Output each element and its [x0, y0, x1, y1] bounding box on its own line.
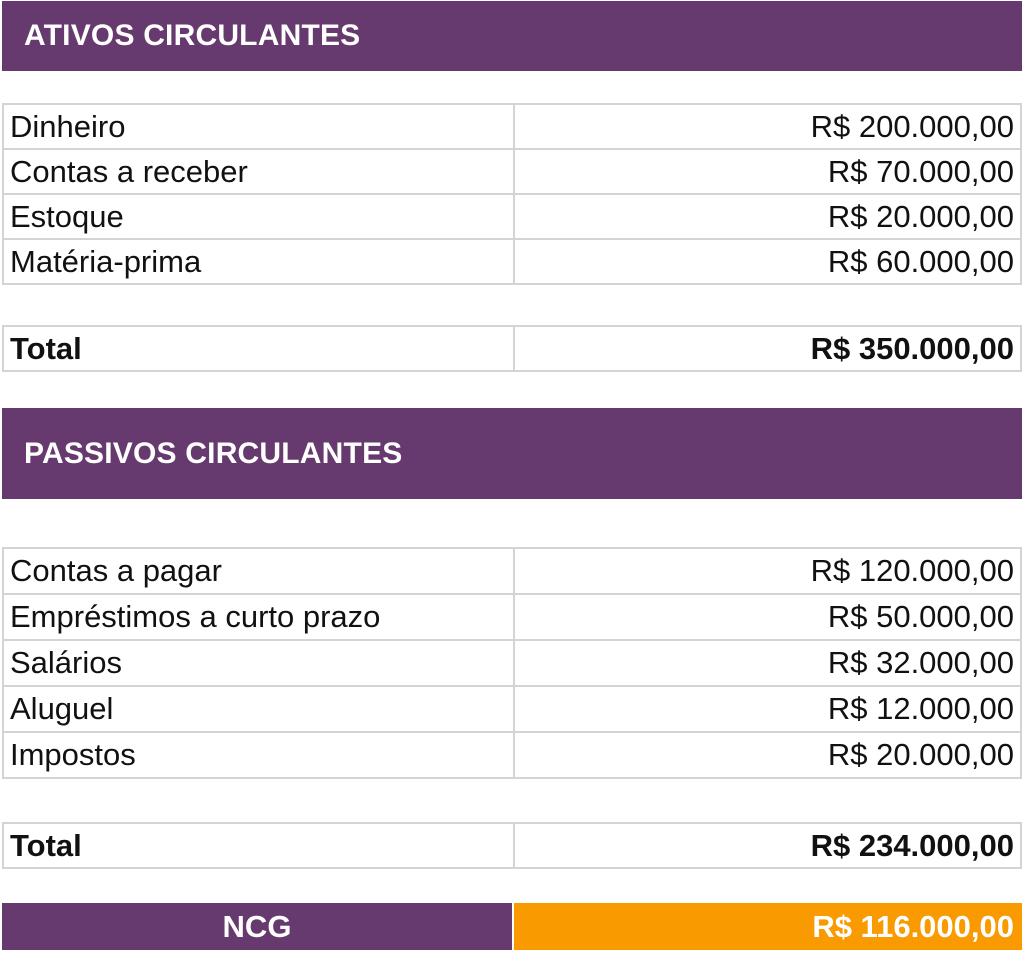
total-value: R$ 350.000,00: [514, 326, 1021, 371]
row-label: Contas a receber: [3, 149, 514, 194]
passivos-circulantes-header: [2, 408, 1022, 499]
row-value: R$ 20.000,00: [514, 194, 1021, 239]
ncg-row: [2, 903, 1022, 950]
row-value: R$ 120.000,00: [514, 548, 1021, 594]
row-label: Contas a pagar: [3, 548, 514, 594]
table-row: [3, 149, 1021, 194]
row-value: R$ 70.000,00: [514, 149, 1021, 194]
ativos-circulantes-header: [2, 1, 1022, 71]
row-label: Dinheiro: [3, 104, 514, 149]
total-row: [3, 823, 1021, 868]
row-label: Estoque: [3, 194, 514, 239]
row-value: R$ 60.000,00: [514, 239, 1021, 284]
row-label: Aluguel: [3, 686, 514, 732]
ncg-value: R$ 116.000,00: [512, 903, 1022, 950]
row-label: Impostos: [3, 732, 514, 778]
ncg-label: NCG: [2, 903, 512, 950]
row-value: R$ 50.000,00: [514, 594, 1021, 640]
row-value: R$ 20.000,00: [514, 732, 1021, 778]
table-row: [3, 194, 1021, 239]
table-row: [3, 594, 1021, 640]
passivos-table: [2, 547, 1022, 779]
passivos-total-table: [2, 822, 1022, 869]
row-label: Empréstimos a curto prazo: [3, 594, 514, 640]
ativos-total-table: [2, 325, 1022, 372]
table-row: [3, 732, 1021, 778]
table-row: [3, 239, 1021, 284]
ativos-title: ATIVOS CIRCULANTES: [24, 19, 361, 52]
row-label: Matéria-prima: [3, 239, 514, 284]
row-label: Salários: [3, 640, 514, 686]
total-value: R$ 234.000,00: [514, 823, 1021, 868]
table-row: [3, 548, 1021, 594]
ativos-table: [2, 103, 1022, 285]
passivos-title: PASSIVOS CIRCULANTES: [24, 436, 403, 470]
row-value: R$ 12.000,00: [514, 686, 1021, 732]
total-label: Total: [3, 823, 514, 868]
row-value: R$ 200.000,00: [514, 104, 1021, 149]
table-row: [3, 640, 1021, 686]
total-row: [3, 326, 1021, 371]
table-row: [3, 686, 1021, 732]
row-value: R$ 32.000,00: [514, 640, 1021, 686]
table-row: [3, 104, 1021, 149]
total-label: Total: [3, 326, 514, 371]
